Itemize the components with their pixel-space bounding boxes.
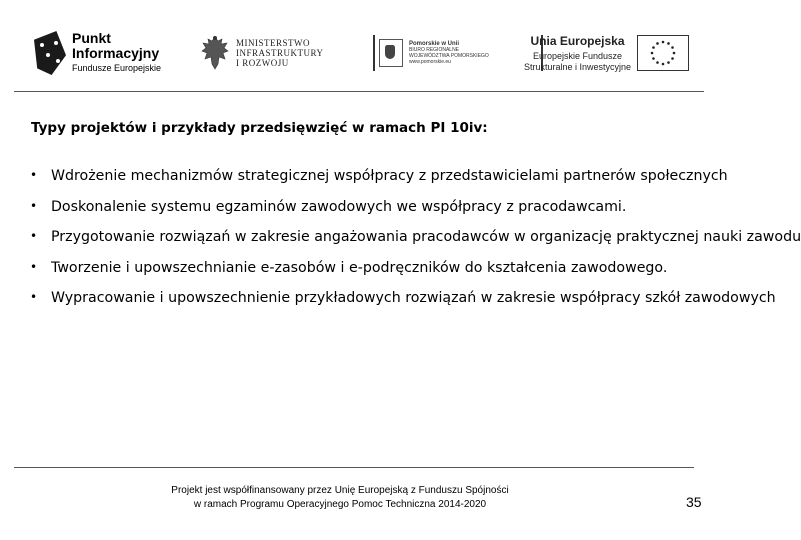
bullet-icon: •: [30, 290, 38, 304]
eu-star-icon: [667, 61, 670, 64]
eu-star-icon: [656, 61, 659, 64]
pomorskie-box: [373, 35, 543, 71]
eu-star-icon: [671, 57, 674, 60]
eu-star-icon: [667, 42, 670, 45]
punkt-logo-line3: Fundusze Europejskie: [72, 62, 162, 73]
bullet-icon: •: [30, 259, 38, 274]
list-item-text: Tworzenie i upowszechnianie e-zasobów i e-podręczników do kształcenia zawodowego.: [51, 259, 668, 276]
eu-star-icon: [652, 57, 655, 60]
punkt-informacyjny-mark-icon: [34, 31, 66, 75]
footer-line2: w ramach Programu Operacyjnego Pomoc Techniczna 2014-2020: [193, 499, 487, 510]
eu-logo: [524, 28, 689, 78]
list-item: [30, 260, 720, 291]
eu-star-icon: [673, 52, 676, 55]
eu-star-icon: [662, 63, 665, 66]
footer-line1: Projekt jest współfinansowany przez Unię Europejską z Funduszu Spójności: [171, 485, 509, 496]
pomorskie-line3: WOJEWÓDZTWA POMORSKIEGO: [409, 53, 489, 59]
ministry-line3: I ROZWOJU: [236, 58, 289, 68]
footer-divider: [14, 467, 694, 468]
pomorskie-line2: BIURO REGIONALNE: [409, 47, 460, 53]
eu-star-icon: [656, 42, 659, 45]
pomorskie-logo: [373, 28, 543, 78]
pomorskie-line1: Pomorskie w Unii: [409, 41, 460, 47]
ministry-text: [236, 38, 324, 68]
eu-star-icon: [652, 46, 655, 49]
list-item: [30, 168, 728, 199]
page-number: 35: [686, 494, 702, 510]
eu-line2: Europejskie Fundusze: [532, 50, 623, 61]
punkt-logo-line1: Punkt: [72, 29, 111, 46]
list-item-text: Wdrożenie mechanizmów strategicznej współpracy z przedstawicielami partnerów społecznych: [51, 168, 728, 184]
section-heading: Typy projektów i przykłady przedsięwzięć w ramach PI 10iv:: [31, 120, 488, 136]
footer-text: [140, 484, 540, 512]
eu-line1: Unia Europejska: [530, 33, 625, 48]
list-item: [30, 199, 720, 230]
bullet-icon: •: [30, 229, 38, 243]
punkt-logo-line2: Informacyjny: [72, 44, 160, 61]
ministry-logo: [200, 28, 324, 78]
list-item-text: Wypracowanie i upowszechnienie przykładowych rozwiązań w zakresie współpracy szkół zawodowych: [51, 290, 776, 306]
pomorskie-text: [409, 41, 489, 65]
eu-star-icon: [651, 52, 654, 55]
bullet-icon: •: [30, 198, 38, 213]
crest-icon: [379, 39, 403, 67]
eagle-icon: [200, 34, 230, 72]
list-item: [30, 290, 776, 321]
eu-flag-icon: [637, 35, 689, 71]
pomorskie-line4: www.pomorskie.eu: [409, 59, 451, 65]
header-divider: [14, 91, 704, 92]
list-item-text: Przygotowanie rozwiązań w zakresie angażowania pracodawców w organizację praktycznej nauki zawodu: [51, 229, 801, 245]
project-types-list: [30, 168, 801, 321]
eu-line3: Strukturalne i Inwestycyjne: [524, 61, 632, 72]
list-item: [30, 229, 801, 260]
logo-bar: [0, 0, 720, 92]
ministry-line1: MINISTERSTWO: [236, 38, 310, 48]
eu-star-icon: [671, 46, 674, 49]
list-item-text: Doskonalenie systemu egzaminów zawodowych we współpracy z pracodawcami.: [51, 198, 627, 215]
ministry-line2: INFRASTRUKTURY: [236, 48, 324, 58]
eu-star-icon: [662, 41, 665, 44]
bullet-icon: •: [30, 168, 38, 182]
punkt-informacyjny-text: [72, 31, 161, 76]
punkt-informacyjny-logo: [34, 28, 161, 78]
eu-text: [524, 34, 631, 73]
